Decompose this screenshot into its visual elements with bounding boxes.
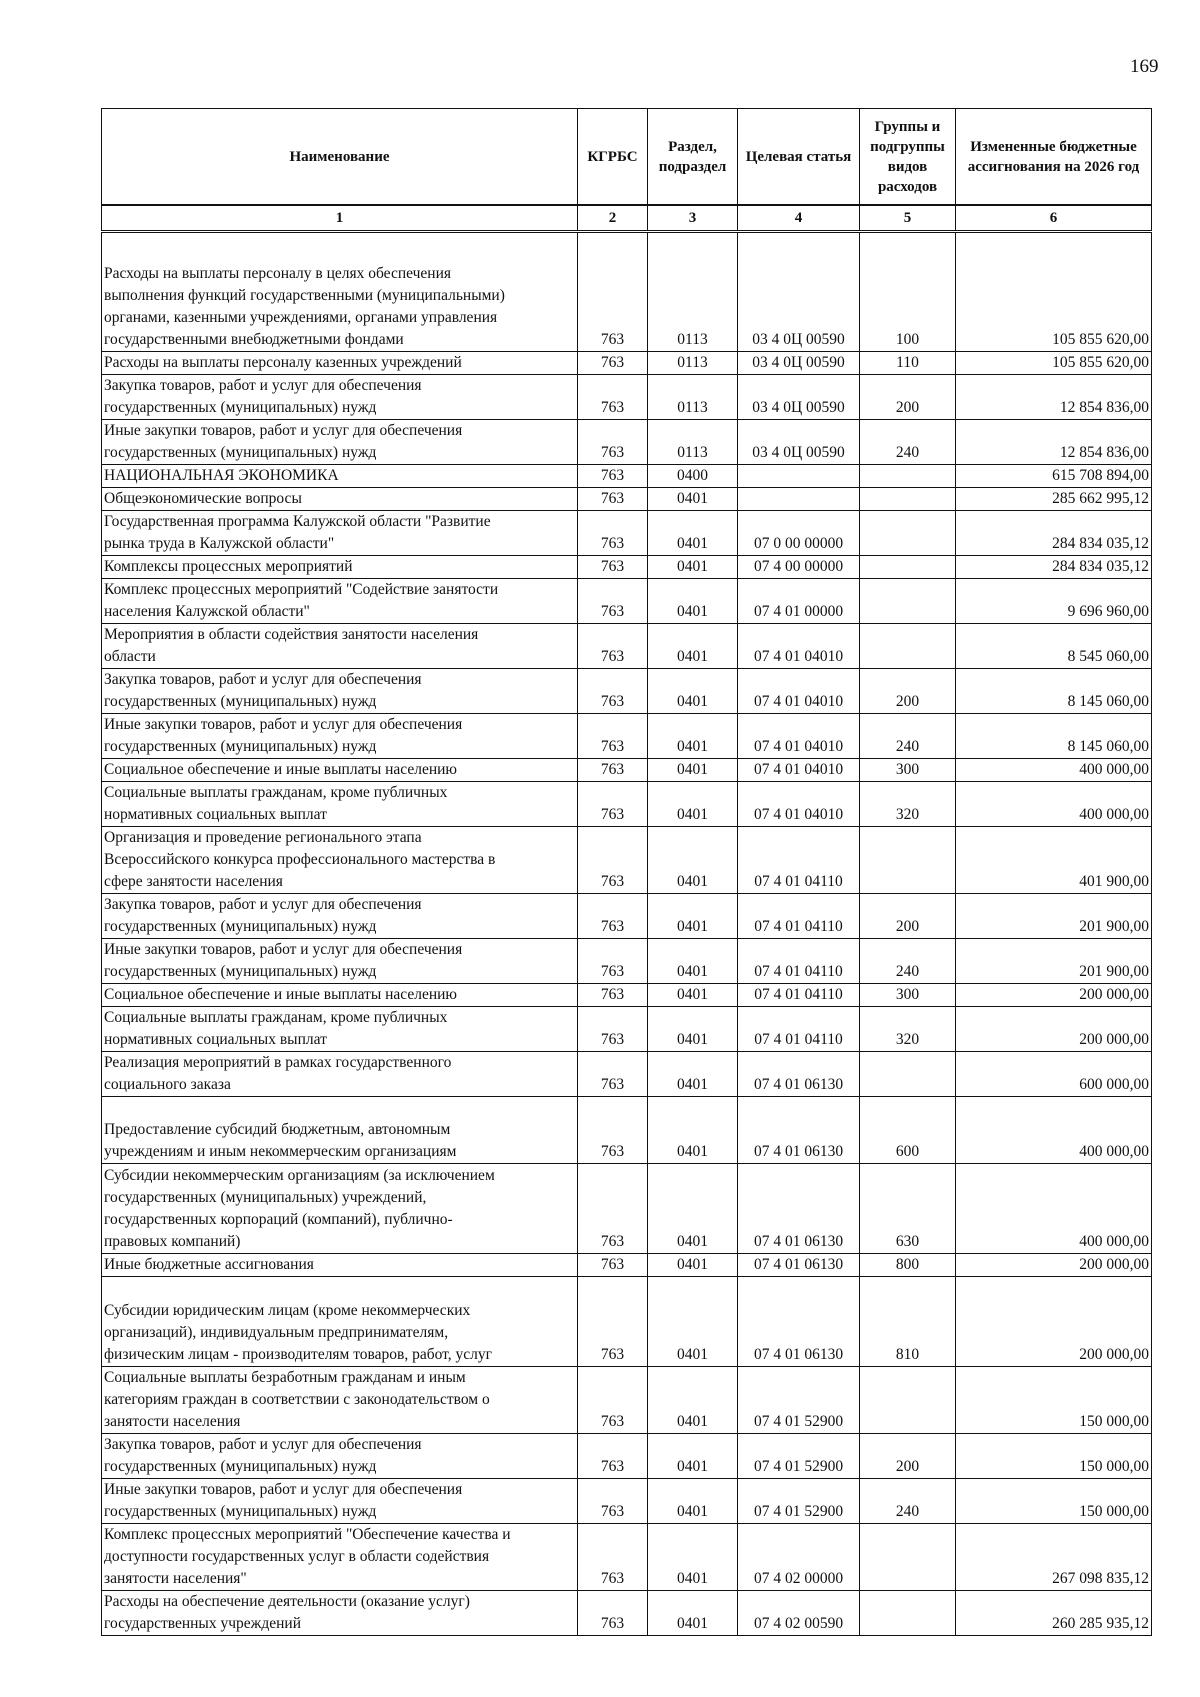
row-amount: 285 662 995,12	[956, 488, 1152, 511]
row-section: 0401	[648, 556, 738, 579]
table-row	[102, 352, 1152, 375]
row-name: Предоставление субсидий бюджетным, автономным учреждениям и иным некоммерческим организациям	[102, 1097, 578, 1164]
column-number: 5	[860, 205, 956, 232]
table-row	[102, 232, 1152, 352]
column-number: 3	[648, 205, 738, 232]
column-number-row	[102, 205, 1152, 232]
row-group	[860, 1524, 956, 1591]
row-group: 110	[860, 352, 956, 375]
row-kgrbs: 763	[578, 1254, 648, 1277]
row-name: Иные бюджетные ассигнования	[102, 1254, 578, 1277]
row-name: Закупка товаров, работ и услуг для обеспечения государственных (муниципальных) нужд	[102, 669, 578, 714]
column-number: 2	[578, 205, 648, 232]
row-kgrbs: 763	[578, 1479, 648, 1524]
row-amount: 8 145 060,00	[956, 714, 1152, 759]
row-group: 320	[860, 782, 956, 827]
column-number: 6	[956, 205, 1152, 232]
row-group: 810	[860, 1277, 956, 1367]
row-amount: 8 545 060,00	[956, 624, 1152, 669]
table-row	[102, 511, 1152, 556]
row-group: 300	[860, 984, 956, 1007]
header-kgrbs: КГРБС	[578, 109, 648, 206]
row-group: 200	[860, 375, 956, 420]
table-row	[102, 939, 1152, 984]
row-section: 0401	[648, 488, 738, 511]
table-row	[102, 624, 1152, 669]
row-amount: 150 000,00	[956, 1479, 1152, 1524]
table-row	[102, 1591, 1152, 1636]
row-target: 07 4 01 52900	[738, 1367, 860, 1434]
row-group: 800	[860, 1254, 956, 1277]
header-section: Раздел, подраздел	[648, 109, 738, 206]
row-group	[860, 827, 956, 894]
table-row	[102, 1434, 1152, 1479]
row-kgrbs: 763	[578, 782, 648, 827]
row-section: 0401	[648, 1367, 738, 1434]
row-kgrbs: 763	[578, 1434, 648, 1479]
row-kgrbs: 763	[578, 984, 648, 1007]
row-amount: 600 000,00	[956, 1052, 1152, 1097]
row-kgrbs: 763	[578, 1007, 648, 1052]
table-row	[102, 1524, 1152, 1591]
row-amount: 400 000,00	[956, 1097, 1152, 1164]
row-amount: 401 900,00	[956, 827, 1152, 894]
row-amount: 400 000,00	[956, 759, 1152, 782]
row-target: 03 4 0Ц 00590	[738, 232, 860, 352]
row-section: 0401	[648, 759, 738, 782]
row-target: 03 4 0Ц 00590	[738, 375, 860, 420]
row-kgrbs: 763	[578, 1591, 648, 1636]
row-target: 07 4 01 04010	[738, 759, 860, 782]
row-kgrbs: 763	[578, 352, 648, 375]
row-name: Государственная программа Калужской области "Развитие рынка труда в Калужской области"	[102, 511, 578, 556]
row-name: Комплекс процессных мероприятий "Содействие занятости населения Калужской области"	[102, 579, 578, 624]
row-kgrbs: 763	[578, 1367, 648, 1434]
row-section: 0401	[648, 1007, 738, 1052]
row-group: 200	[860, 669, 956, 714]
row-section: 0401	[648, 669, 738, 714]
row-target: 07 4 01 04110	[738, 984, 860, 1007]
row-kgrbs: 763	[578, 714, 648, 759]
table-row	[102, 488, 1152, 511]
row-group: 600	[860, 1097, 956, 1164]
row-name: Закупка товаров, работ и услуг для обеспечения государственных (муниципальных) нужд	[102, 375, 578, 420]
table-row	[102, 1254, 1152, 1277]
row-amount: 12 854 836,00	[956, 420, 1152, 465]
row-target: 07 4 02 00590	[738, 1591, 860, 1636]
row-section: 0401	[648, 714, 738, 759]
row-kgrbs: 763	[578, 511, 648, 556]
table-row	[102, 1367, 1152, 1434]
row-target: 07 4 01 04010	[738, 669, 860, 714]
row-kgrbs: 763	[578, 894, 648, 939]
row-group	[860, 465, 956, 488]
row-section: 0401	[648, 939, 738, 984]
row-section: 0401	[648, 624, 738, 669]
row-name: Социальное обеспечение и иные выплаты населению	[102, 984, 578, 1007]
row-amount: 400 000,00	[956, 1164, 1152, 1254]
row-kgrbs: 763	[578, 420, 648, 465]
row-target: 07 4 01 04010	[738, 714, 860, 759]
row-section: 0401	[648, 1434, 738, 1479]
table-row	[102, 1479, 1152, 1524]
header-group: Группы и подгруппы видов расходов	[860, 109, 956, 206]
row-amount: 267 098 835,12	[956, 1524, 1152, 1591]
row-target: 07 4 01 52900	[738, 1479, 860, 1524]
row-kgrbs: 763	[578, 939, 648, 984]
row-section: 0401	[648, 894, 738, 939]
row-kgrbs: 763	[578, 827, 648, 894]
table-row	[102, 669, 1152, 714]
row-group: 240	[860, 939, 956, 984]
table-row	[102, 420, 1152, 465]
row-target: 07 4 01 06130	[738, 1097, 860, 1164]
row-name: Социальные выплаты безработным гражданам и иным категориям граждан в соответствии с законодательством о занятости населения	[102, 1367, 578, 1434]
table-row	[102, 1277, 1152, 1367]
row-target	[738, 465, 860, 488]
row-name: Закупка товаров, работ и услуг для обеспечения государственных (муниципальных) нужд	[102, 894, 578, 939]
row-target: 07 4 01 06130	[738, 1164, 860, 1254]
header-target: Целевая статья	[738, 109, 860, 206]
row-name: Комплекс процессных мероприятий "Обеспечение качества и доступности государственных услуг в области содействия занятости населения"	[102, 1524, 578, 1591]
row-group: 200	[860, 1434, 956, 1479]
row-target: 07 4 00 00000	[738, 556, 860, 579]
row-group	[860, 511, 956, 556]
row-name: Социальное обеспечение и иные выплаты населению	[102, 759, 578, 782]
row-kgrbs: 763	[578, 488, 648, 511]
row-target	[738, 488, 860, 511]
row-name: Социальные выплаты гражданам, кроме публичных нормативных социальных выплат	[102, 1007, 578, 1052]
row-group: 240	[860, 714, 956, 759]
row-target: 07 4 01 04010	[738, 782, 860, 827]
row-amount: 105 855 620,00	[956, 352, 1152, 375]
row-amount: 400 000,00	[956, 782, 1152, 827]
row-name: Иные закупки товаров, работ и услуг для обеспечения государственных (муниципальных) нужд	[102, 1479, 578, 1524]
row-target: 03 4 0Ц 00590	[738, 420, 860, 465]
row-target: 07 4 01 04110	[738, 1007, 860, 1052]
row-group: 320	[860, 1007, 956, 1052]
row-kgrbs: 763	[578, 232, 648, 352]
row-section: 0401	[648, 1479, 738, 1524]
row-section: 0400	[648, 465, 738, 488]
row-amount: 201 900,00	[956, 939, 1152, 984]
row-target: 07 4 01 52900	[738, 1434, 860, 1479]
table-row	[102, 375, 1152, 420]
row-amount: 200 000,00	[956, 1254, 1152, 1277]
row-amount: 615 708 894,00	[956, 465, 1152, 488]
row-kgrbs: 763	[578, 556, 648, 579]
row-target: 07 4 01 06130	[738, 1052, 860, 1097]
budget-table	[101, 108, 1152, 1636]
row-section: 0401	[648, 1591, 738, 1636]
row-target: 03 4 0Ц 00590	[738, 352, 860, 375]
row-kgrbs: 763	[578, 579, 648, 624]
table-row	[102, 1052, 1152, 1097]
row-amount: 9 696 960,00	[956, 579, 1152, 624]
row-section: 0401	[648, 1097, 738, 1164]
row-section: 0113	[648, 375, 738, 420]
header-name: Наименование	[102, 109, 578, 206]
row-name: Расходы на выплаты персоналу в целях обеспечения выполнения функций государственными (муниципальными) органами, казенными учреждениями, органами управления государственными внебюджетными фондами	[102, 232, 578, 352]
table-row	[102, 1097, 1152, 1164]
row-group	[860, 1367, 956, 1434]
row-amount: 284 834 035,12	[956, 511, 1152, 556]
row-section: 0113	[648, 232, 738, 352]
row-amount: 105 855 620,00	[956, 232, 1152, 352]
row-name: Мероприятия в области содействия занятости населения области	[102, 624, 578, 669]
row-target: 07 4 01 06130	[738, 1254, 860, 1277]
table-row	[102, 556, 1152, 579]
row-amount: 150 000,00	[956, 1434, 1152, 1479]
row-name: Иные закупки товаров, работ и услуг для обеспечения государственных (муниципальных) нужд	[102, 939, 578, 984]
row-group	[860, 1052, 956, 1097]
column-number: 1	[102, 205, 578, 232]
row-name: Организация и проведение регионального этапа Всероссийского конкурса профессионального мастерства в сфере занятости населения	[102, 827, 578, 894]
row-amount: 12 854 836,00	[956, 375, 1152, 420]
table-row	[102, 894, 1152, 939]
row-kgrbs: 763	[578, 1164, 648, 1254]
table-row	[102, 579, 1152, 624]
row-kgrbs: 763	[578, 624, 648, 669]
row-group: 300	[860, 759, 956, 782]
row-amount: 200 000,00	[956, 1007, 1152, 1052]
row-name: Закупка товаров, работ и услуг для обеспечения государственных (муниципальных) нужд	[102, 1434, 578, 1479]
row-target: 07 4 02 00000	[738, 1524, 860, 1591]
row-name: Расходы на выплаты персоналу казенных учреждений	[102, 352, 578, 375]
row-amount: 260 285 935,12	[956, 1591, 1152, 1636]
table-row	[102, 984, 1152, 1007]
table-row	[102, 782, 1152, 827]
row-kgrbs: 763	[578, 1097, 648, 1164]
row-name: Расходы на обеспечение деятельности (оказание услуг) государственных учреждений	[102, 1591, 578, 1636]
row-group: 240	[860, 1479, 956, 1524]
row-section: 0401	[648, 579, 738, 624]
row-name: НАЦИОНАЛЬНАЯ ЭКОНОМИКА	[102, 465, 578, 488]
row-kgrbs: 763	[578, 465, 648, 488]
row-name: Социальные выплаты гражданам, кроме публичных нормативных социальных выплат	[102, 782, 578, 827]
row-name: Иные закупки товаров, работ и услуг для обеспечения государственных (муниципальных) нужд	[102, 714, 578, 759]
row-name: Комплексы процессных мероприятий	[102, 556, 578, 579]
table-row	[102, 759, 1152, 782]
row-group	[860, 579, 956, 624]
row-target: 07 4 01 04110	[738, 939, 860, 984]
row-kgrbs: 763	[578, 1277, 648, 1367]
row-kgrbs: 763	[578, 759, 648, 782]
row-section: 0113	[648, 352, 738, 375]
row-group	[860, 624, 956, 669]
row-amount: 200 000,00	[956, 984, 1152, 1007]
header-row	[102, 109, 1152, 206]
row-target: 07 4 01 06130	[738, 1277, 860, 1367]
row-target: 07 4 01 04110	[738, 894, 860, 939]
row-group: 100	[860, 232, 956, 352]
row-group	[860, 488, 956, 511]
table-row	[102, 827, 1152, 894]
table-row	[102, 1007, 1152, 1052]
table-row	[102, 465, 1152, 488]
row-kgrbs: 763	[578, 1052, 648, 1097]
row-amount: 200 000,00	[956, 1277, 1152, 1367]
row-name: Субсидии некоммерческим организациям (за исключением государственных (муниципальных) учреждений, государственных корпораций (компаний), публично- правовых компаний)	[102, 1164, 578, 1254]
row-amount: 201 900,00	[956, 894, 1152, 939]
table-row	[102, 714, 1152, 759]
row-target: 07 4 01 04110	[738, 827, 860, 894]
row-target: 07 4 01 00000	[738, 579, 860, 624]
row-section: 0401	[648, 1254, 738, 1277]
row-section: 0401	[648, 782, 738, 827]
row-group: 630	[860, 1164, 956, 1254]
column-number: 4	[738, 205, 860, 232]
row-group	[860, 556, 956, 579]
row-section: 0401	[648, 984, 738, 1007]
row-amount: 8 145 060,00	[956, 669, 1152, 714]
row-group	[860, 1591, 956, 1636]
row-name: Общеэкономические вопросы	[102, 488, 578, 511]
row-target: 07 0 00 00000	[738, 511, 860, 556]
row-section: 0113	[648, 420, 738, 465]
row-section: 0401	[648, 1277, 738, 1367]
row-section: 0401	[648, 1052, 738, 1097]
page-number: 169	[1130, 56, 1159, 77]
row-name: Иные закупки товаров, работ и услуг для обеспечения государственных (муниципальных) нужд	[102, 420, 578, 465]
row-section: 0401	[648, 827, 738, 894]
row-section: 0401	[648, 1164, 738, 1254]
row-kgrbs: 763	[578, 1524, 648, 1591]
row-group: 240	[860, 420, 956, 465]
header-amount: Измененные бюджетные ассигнования на 2026 год	[956, 109, 1152, 206]
row-amount: 150 000,00	[956, 1367, 1152, 1434]
row-amount: 284 834 035,12	[956, 556, 1152, 579]
table-body	[102, 232, 1152, 1636]
row-group: 200	[860, 894, 956, 939]
row-target: 07 4 01 04010	[738, 624, 860, 669]
row-section: 0401	[648, 511, 738, 556]
table-row	[102, 1164, 1152, 1254]
row-name: Субсидии юридическим лицам (кроме некоммерческих организаций), индивидуальным предпринимателям, физическим лицам - производителям товаров, работ, услуг	[102, 1277, 578, 1367]
row-section: 0401	[648, 1524, 738, 1591]
row-name: Реализация мероприятий в рамках государственного социального заказа	[102, 1052, 578, 1097]
row-kgrbs: 763	[578, 375, 648, 420]
row-kgrbs: 763	[578, 669, 648, 714]
